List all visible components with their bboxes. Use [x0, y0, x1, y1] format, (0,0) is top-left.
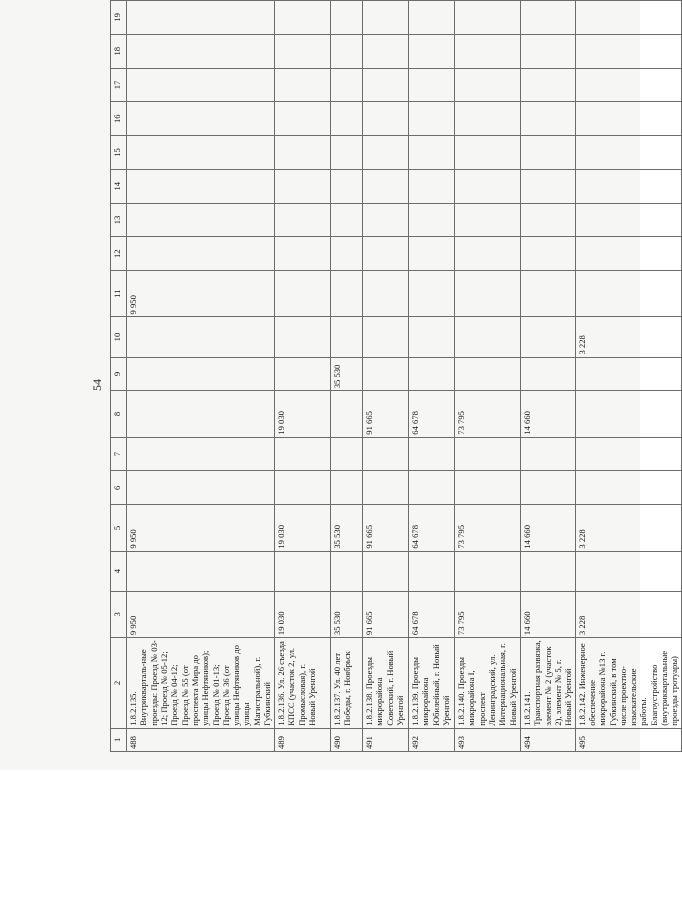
cell: [455, 357, 521, 391]
cell-total: 73 795: [455, 591, 521, 637]
cell: [275, 203, 331, 237]
cell: [127, 34, 275, 68]
cell: [575, 391, 681, 437]
table-row: [331, 1, 363, 752]
cell: [363, 551, 409, 591]
object-name: 1.8.2.135. Внутрикварталь-ные проезды: Проезд № 03-12; Проезд № 05-12; Проезд № 04-12; Проезд № 55 (от проспекта Мира до улицы Нефтяников); Проезд № 01-13; Проезд № 36 (от улицы Нефтяников до улицы Магистральной), г. Губкинский: [127, 638, 275, 729]
cell: [127, 437, 275, 471]
cell: [331, 391, 363, 437]
cell: [575, 551, 681, 591]
cell: [275, 34, 331, 68]
cell: [521, 203, 576, 237]
cell: [275, 317, 331, 357]
cell: 91 665: [363, 505, 409, 551]
table-row: [275, 1, 331, 752]
cell: [409, 68, 455, 102]
cell: [455, 102, 521, 136]
cell: [363, 437, 409, 471]
row-number: 488: [127, 728, 275, 751]
cell: [575, 68, 681, 102]
cell: [275, 271, 331, 317]
cell: [363, 1, 409, 35]
column-number: 9: [111, 357, 127, 391]
cell: [409, 357, 455, 391]
cell: [331, 169, 363, 203]
cell: 14 660: [521, 505, 576, 551]
cell: 9 950: [127, 271, 275, 317]
cell-total: 3 228: [575, 591, 681, 637]
cell: [521, 551, 576, 591]
budget-table: [110, 0, 682, 752]
object-name: 1.8.2.142. Инженерное обеспечение микрорайона №13 г. Губкинский, в том числе проектно-изыскательские работы. Благоустройство (внутриквартальные проезды тротуары): [575, 638, 681, 729]
cell: [521, 317, 576, 357]
cell: [575, 471, 681, 505]
cell: [575, 271, 681, 317]
column-number: 14: [111, 169, 127, 203]
cell: [575, 357, 681, 391]
cell: 35 530: [331, 505, 363, 551]
cell: [455, 271, 521, 317]
cell: [363, 271, 409, 317]
cell: [331, 203, 363, 237]
cell: [455, 169, 521, 203]
cell-total: 35 530: [331, 591, 363, 637]
row-number: 492: [409, 728, 455, 751]
cell: [455, 1, 521, 35]
column-number: 15: [111, 136, 127, 170]
cell: [363, 237, 409, 271]
cell: [127, 68, 275, 102]
cell: [331, 237, 363, 271]
column-number: 17: [111, 68, 127, 102]
column-number-row: [111, 1, 127, 752]
cell: [127, 237, 275, 271]
cell: [331, 1, 363, 35]
cell: [275, 102, 331, 136]
cell: 64 678: [409, 505, 455, 551]
cell: 91 665: [363, 391, 409, 437]
cell: [275, 237, 331, 271]
column-number: 3: [111, 591, 127, 637]
cell: [363, 34, 409, 68]
cell: [521, 34, 576, 68]
cell: [575, 203, 681, 237]
table-row: [127, 1, 275, 752]
cell: [275, 68, 331, 102]
cell: [521, 437, 576, 471]
cell: [455, 68, 521, 102]
cell: [331, 551, 363, 591]
cell-total: 9 950: [127, 591, 275, 637]
object-name: 1.8.2.140. Проезды микрорайона I, проспект Ленинградский, ул. Интернациональная, г. Новый Уренгой: [455, 638, 521, 729]
cell: [363, 169, 409, 203]
cell-total: 14 660: [521, 591, 576, 637]
cell-total: 91 665: [363, 591, 409, 637]
cell: [409, 237, 455, 271]
column-number: 1: [111, 728, 127, 751]
cell: [127, 391, 275, 437]
cell: [575, 102, 681, 136]
row-number: 493: [455, 728, 521, 751]
cell: [409, 271, 455, 317]
cell: [521, 357, 576, 391]
column-number: 4: [111, 551, 127, 591]
cell: 73 795: [455, 391, 521, 437]
cell: [521, 271, 576, 317]
cell: [521, 136, 576, 170]
column-number: 16: [111, 102, 127, 136]
cell: 19 030: [275, 391, 331, 437]
object-name: 1.8.2.137. Ул. 40 лет Победы, г. Ноябрьск: [331, 638, 363, 729]
cell: [331, 68, 363, 102]
cell: [409, 317, 455, 357]
cell: [275, 169, 331, 203]
cell: [521, 237, 576, 271]
cell: [275, 551, 331, 591]
cell: [409, 136, 455, 170]
cell-total: 19 030: [275, 591, 331, 637]
cell: [575, 437, 681, 471]
cell: [363, 317, 409, 357]
row-number: 489: [275, 728, 331, 751]
table-row: [521, 1, 576, 752]
cell: [363, 68, 409, 102]
cell: [275, 136, 331, 170]
cell: [331, 136, 363, 170]
column-number: 2: [111, 638, 127, 729]
cell: [575, 169, 681, 203]
object-name: 1.8.2.138. Проезды микрорайона Советский, г. Новый Уренгой: [363, 638, 409, 729]
object-name: 1.8.2.136. Ул. 26 съезда КПСС (участок 2, ул. Промысловая), г. Новый Уренгой: [275, 638, 331, 729]
cell: 73 795: [455, 505, 521, 551]
column-number: 18: [111, 34, 127, 68]
cell: [127, 136, 275, 170]
cell: [455, 203, 521, 237]
cell: [575, 136, 681, 170]
cell: [521, 102, 576, 136]
cell: [331, 317, 363, 357]
cell: [409, 551, 455, 591]
column-number: 11: [111, 271, 127, 317]
cell: [409, 1, 455, 35]
cell: 3 228: [575, 317, 681, 357]
cell: 64 678: [409, 391, 455, 437]
cell: [275, 437, 331, 471]
cell: [521, 471, 576, 505]
cell: [127, 357, 275, 391]
page-number: 54: [90, 379, 104, 391]
cell: 14 660: [521, 391, 576, 437]
cell: [363, 357, 409, 391]
cell: [127, 203, 275, 237]
object-name: 1.8.2.139. Проезды микрорайона Юбилейный, г. Новый Уренгой: [409, 638, 455, 729]
cell: [363, 203, 409, 237]
object-name: 1.8.2.141. Транспортная развязка, элемент № 2 (участок 2), элемент № 5, г. Новый Уренгой: [521, 638, 576, 729]
cell: 9 950: [127, 505, 275, 551]
row-number: 491: [363, 728, 409, 751]
cell: [455, 34, 521, 68]
cell: [455, 471, 521, 505]
cell: [409, 34, 455, 68]
cell: [363, 471, 409, 505]
cell: [575, 34, 681, 68]
cell: [363, 102, 409, 136]
cell: [521, 68, 576, 102]
column-number: 6: [111, 471, 127, 505]
cell: [575, 237, 681, 271]
cell: [127, 169, 275, 203]
cell: [127, 551, 275, 591]
column-number: 19: [111, 1, 127, 35]
cell: [331, 437, 363, 471]
column-number: 5: [111, 505, 127, 551]
cell: [363, 136, 409, 170]
table-row: [409, 1, 455, 752]
cell: [409, 203, 455, 237]
column-number: 10: [111, 317, 127, 357]
cell: [521, 1, 576, 35]
cell: [127, 102, 275, 136]
cell: [127, 471, 275, 505]
cell: [575, 1, 681, 35]
cell-total: 64 678: [409, 591, 455, 637]
table-row: [363, 1, 409, 752]
row-number: 494: [521, 728, 576, 751]
column-number: 8: [111, 391, 127, 437]
table-row: [575, 1, 681, 752]
cell: [331, 471, 363, 505]
column-number: 12: [111, 237, 127, 271]
cell: [331, 34, 363, 68]
cell: [275, 357, 331, 391]
cell: [409, 471, 455, 505]
cell: [409, 169, 455, 203]
row-number: 490: [331, 728, 363, 751]
cell: [331, 102, 363, 136]
column-number: 13: [111, 203, 127, 237]
cell: [331, 271, 363, 317]
cell: 3 228: [575, 505, 681, 551]
cell: 35 530: [331, 357, 363, 391]
cell: [275, 471, 331, 505]
cell: [127, 1, 275, 35]
cell: [455, 237, 521, 271]
cell: [521, 169, 576, 203]
cell: [275, 1, 331, 35]
row-number: 495: [575, 728, 681, 751]
cell: [409, 437, 455, 471]
cell: [455, 437, 521, 471]
cell: [127, 317, 275, 357]
cell: [455, 136, 521, 170]
cell: 19 030: [275, 505, 331, 551]
cell: [455, 551, 521, 591]
cell: [455, 317, 521, 357]
cell: [409, 102, 455, 136]
column-number: 7: [111, 437, 127, 471]
table-row: [455, 1, 521, 752]
